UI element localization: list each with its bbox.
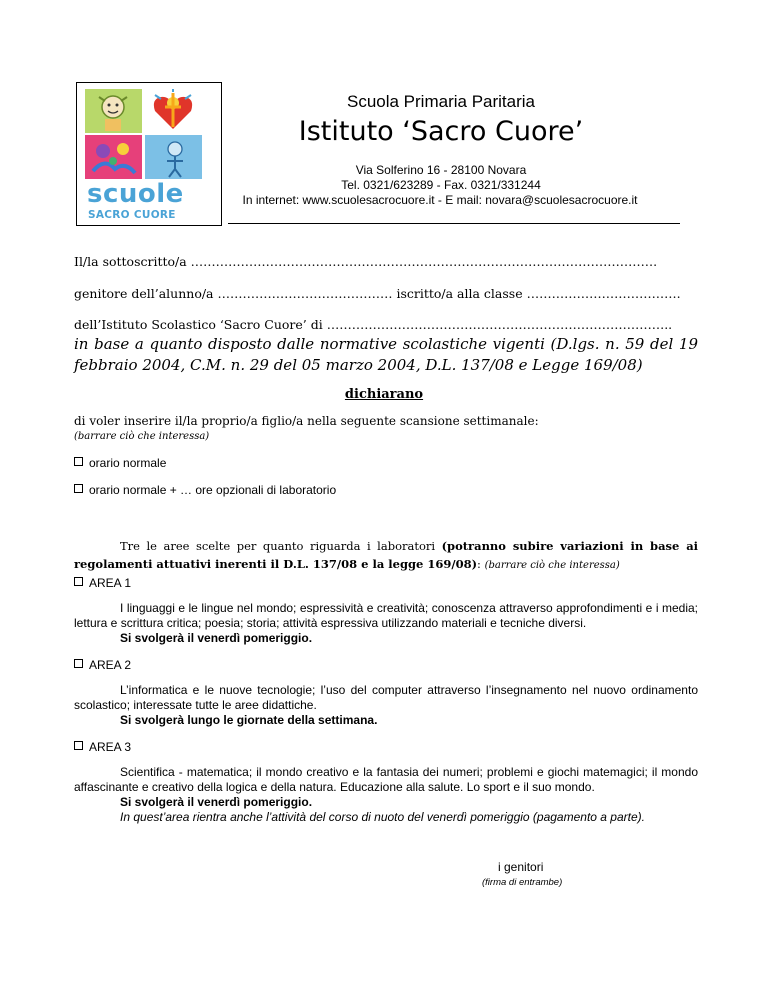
school-contacts: In internet: www.scuolesacrocuore.it - E mail: novara@scuolesacrocuore.it xyxy=(242,193,638,207)
school-type: Scuola Primaria Paritaria xyxy=(346,92,535,111)
checkbox-icon[interactable] xyxy=(74,659,83,668)
area-3-extra-note: In quest’area rientra anche l’attività del corso di nuoto del venerdì pomeriggio (pagamento a parte). xyxy=(120,810,645,824)
checkbox-icon[interactable] xyxy=(74,741,83,750)
checkbox-icon[interactable] xyxy=(74,577,83,586)
labs-paragraph: Tre le aree scelte per quanto riguarda i laboratori (potranno subire variazioni in base ai regolamenti attuativi inerenti il D.L. 137/08 e la legge 169/08): (barrare ciò che interessa) xyxy=(74,539,699,571)
checkbox-icon[interactable] xyxy=(74,457,83,466)
area-2-description: L’informatica e le nuove tecnologie; l’uso del computer attraverso l’insegnamento nel nuovo ordinamento scolastico; interessate tutte le aree didattiche. xyxy=(74,683,698,712)
child-figure-icon xyxy=(145,135,202,179)
option-normal-plus-lab[interactable]: orario normale + … ore opzionali di laboratorio xyxy=(74,483,336,497)
sacred-heart-icon xyxy=(145,89,202,133)
form-line-institute: dell’Istituto Scolastico ‘Sacro Cuore’ di ……………………………………………………………………….. xyxy=(74,317,673,332)
area-1-option[interactable]: AREA 1 xyxy=(74,576,131,590)
form-line-student: genitore dell’alunno/a …………………………………… iscritto/a alla classe ………………………………. xyxy=(74,286,681,301)
logo-wordmark: scuole xyxy=(87,179,184,209)
area-3-description: Scientifica - matematica; il mondo creativo e la fantasia dei numeri; problemi e giochi matemagici; il mondo affascinante e creativo della logica e della natura. Educazione alla salute. Lo sport e il suo mondo. xyxy=(74,765,698,794)
school-name: Istituto ‘Sacro Cuore’ xyxy=(298,116,584,147)
form-line-signatory: Il/la sottoscritto/a …………………………………………………………………………………………………. xyxy=(74,254,658,269)
colorful-drawing-icon xyxy=(85,135,142,179)
declaration-heading: dichiarano xyxy=(344,387,424,402)
header-divider xyxy=(228,223,680,224)
declaration-text: in base a quanto disposto dalle normative scolastiche vigenti (D.lgs. n. 59 del 19 febbraio 2004, C.M. n. 29 del 05 marzo 2004, D.L. 137/08 e Legge 169/08) xyxy=(74,335,698,374)
checkbox-icon[interactable] xyxy=(74,484,83,493)
intro-text: di voler inserire il/la proprio/a figlio/a nella seguente scansione settimanale: xyxy=(74,414,539,428)
area-3-schedule: Si svolgerà il venerdì pomeriggio. xyxy=(120,795,313,809)
school-phone: Tel. 0321/623289 - Fax. 0321/331244 xyxy=(341,178,541,192)
logo-subtitle: SACRO CUORE xyxy=(88,209,176,221)
area-1-description: I linguaggi e le lingue nel mondo; espressività e creatività; conoscenza attraverso approfondimenti e i media; lettura e scrittura critica; poesia; storia; attività espressiva utilizzando materiali e tecniche diversi. xyxy=(74,601,698,630)
signature-note: (firma di entrambe) xyxy=(482,877,563,888)
signature-label: i genitori xyxy=(498,860,544,874)
area-2-option[interactable]: AREA 2 xyxy=(74,658,131,672)
school-address: Via Solferino 16 - 28100 Novara xyxy=(355,163,527,177)
area-1-schedule: Si svolgerà il venerdì pomeriggio. xyxy=(120,631,313,645)
area-2-schedule: Si svolgerà lungo le giornate della settimana. xyxy=(120,713,378,727)
child-drawing-icon xyxy=(85,89,142,133)
option-normal[interactable]: orario normale xyxy=(74,456,166,470)
intro-note: (barrare ciò che interessa) xyxy=(74,431,210,442)
area-3-option[interactable]: AREA 3 xyxy=(74,740,131,754)
